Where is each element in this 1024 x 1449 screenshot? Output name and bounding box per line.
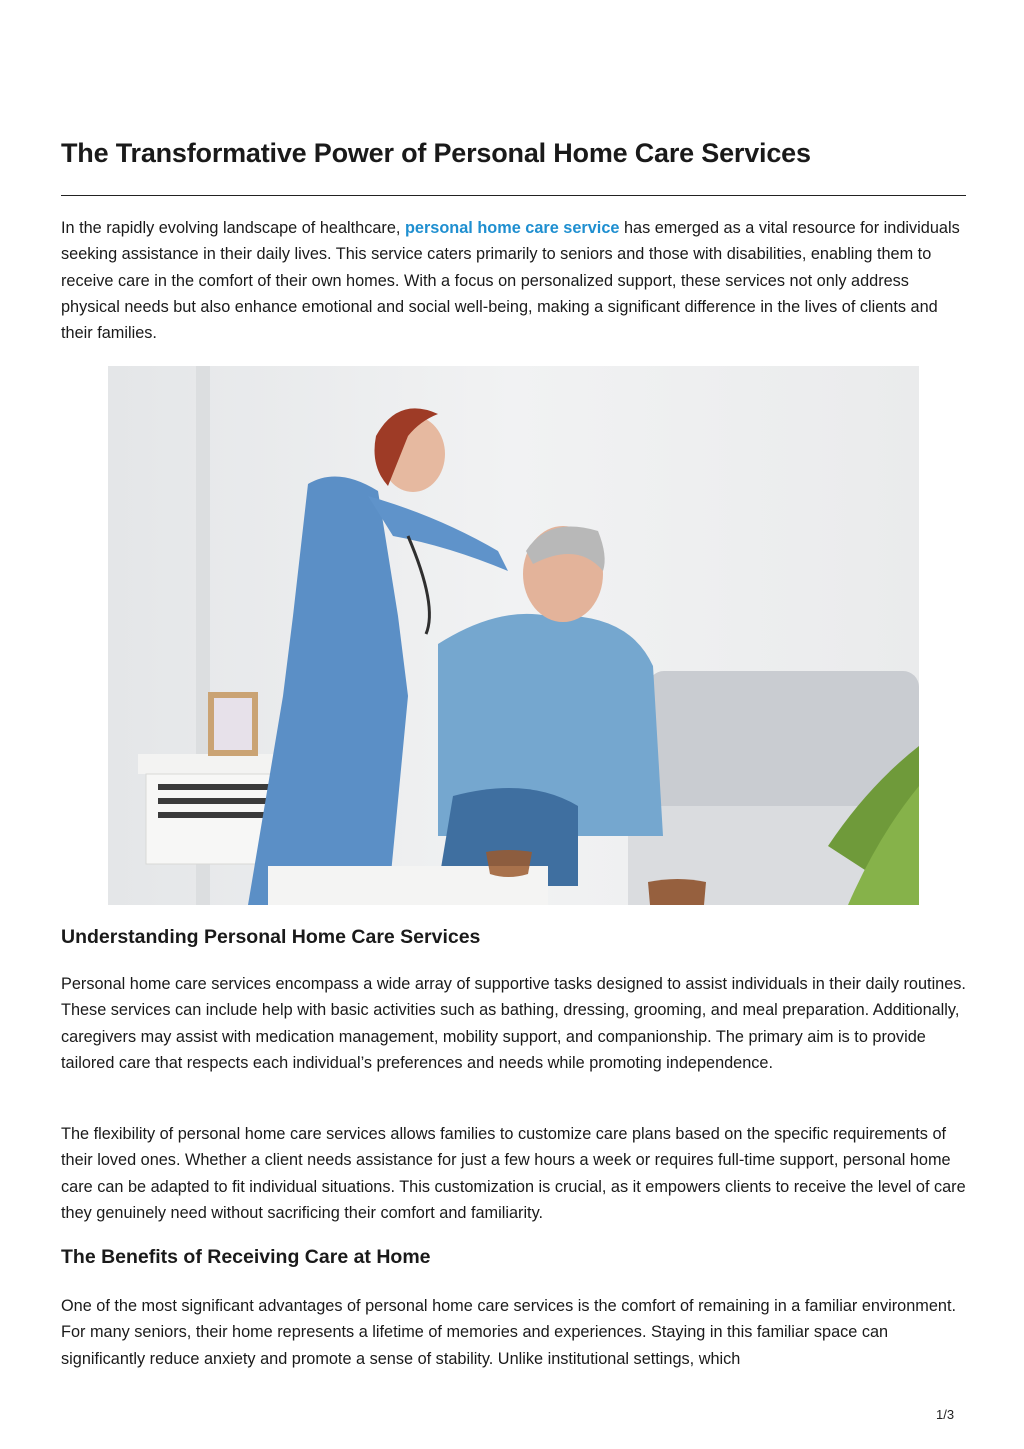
section-heading-benefits: The Benefits of Receiving Care at Home (61, 1246, 431, 1268)
intro-paragraph (61, 215, 966, 346)
page-title: The Transformative Power of Personal Home Care Services (61, 138, 811, 168)
section-paragraph: One of the most significant advantages of personal home care services is the comfort of remaining in a familiar environment. For many seniors, their home represents a lifetime of memories and experiences. Staying in this familiar space can significantly reduce anxiety and promote a sense of stability. Unlike institutional settings, which (61, 1297, 956, 1368)
page-number: 1/3 (936, 1407, 955, 1422)
section-heading-understanding: Understanding Personal Home Care Services (61, 926, 481, 948)
title-divider (61, 195, 966, 196)
caregiver-photo (108, 366, 919, 905)
caregiver-with-senior-man-photo-icon (108, 366, 919, 905)
intro-text-after: has emerged as a vital resource for individuals seeking assistance in their daily lives. This service caters primarily to seniors and those with disabilities, enabling them to receive care in the comfort of their own homes. With a focus on personalized support, these services not only address physical needs but also enhance emotional and social well-being, making a significant difference in the lives of clients and their families. (61, 219, 960, 343)
section-paragraph: The flexibility of personal home care services allows families to customize care plans based on the specific requirements of their loved ones. Whether a client needs assistance for just a few hours a week or requires full-time support, personal home care can be adapted to fit individual situations. This customization is crucial, as it empowers clients to receive the level of care they genuinely need without sacrificing their comfort and familiarity. (61, 1125, 966, 1222)
personal-home-care-service-link[interactable]: personal home care service (404, 219, 620, 237)
section-paragraph: Personal home care services encompass a wide array of supportive tasks designed to assist individuals in their daily routines. These services can include help with basic activities such as bathing, dressing, grooming, and meal preparation. Additionally, caregivers may assist with medication management, mobility support, and companionship. The primary aim is to provide tailored care that respects each individual’s preferences and needs while promoting independence. (61, 975, 966, 1072)
intro-text-before: In the rapidly evolving landscape of healthcare, (61, 219, 405, 237)
